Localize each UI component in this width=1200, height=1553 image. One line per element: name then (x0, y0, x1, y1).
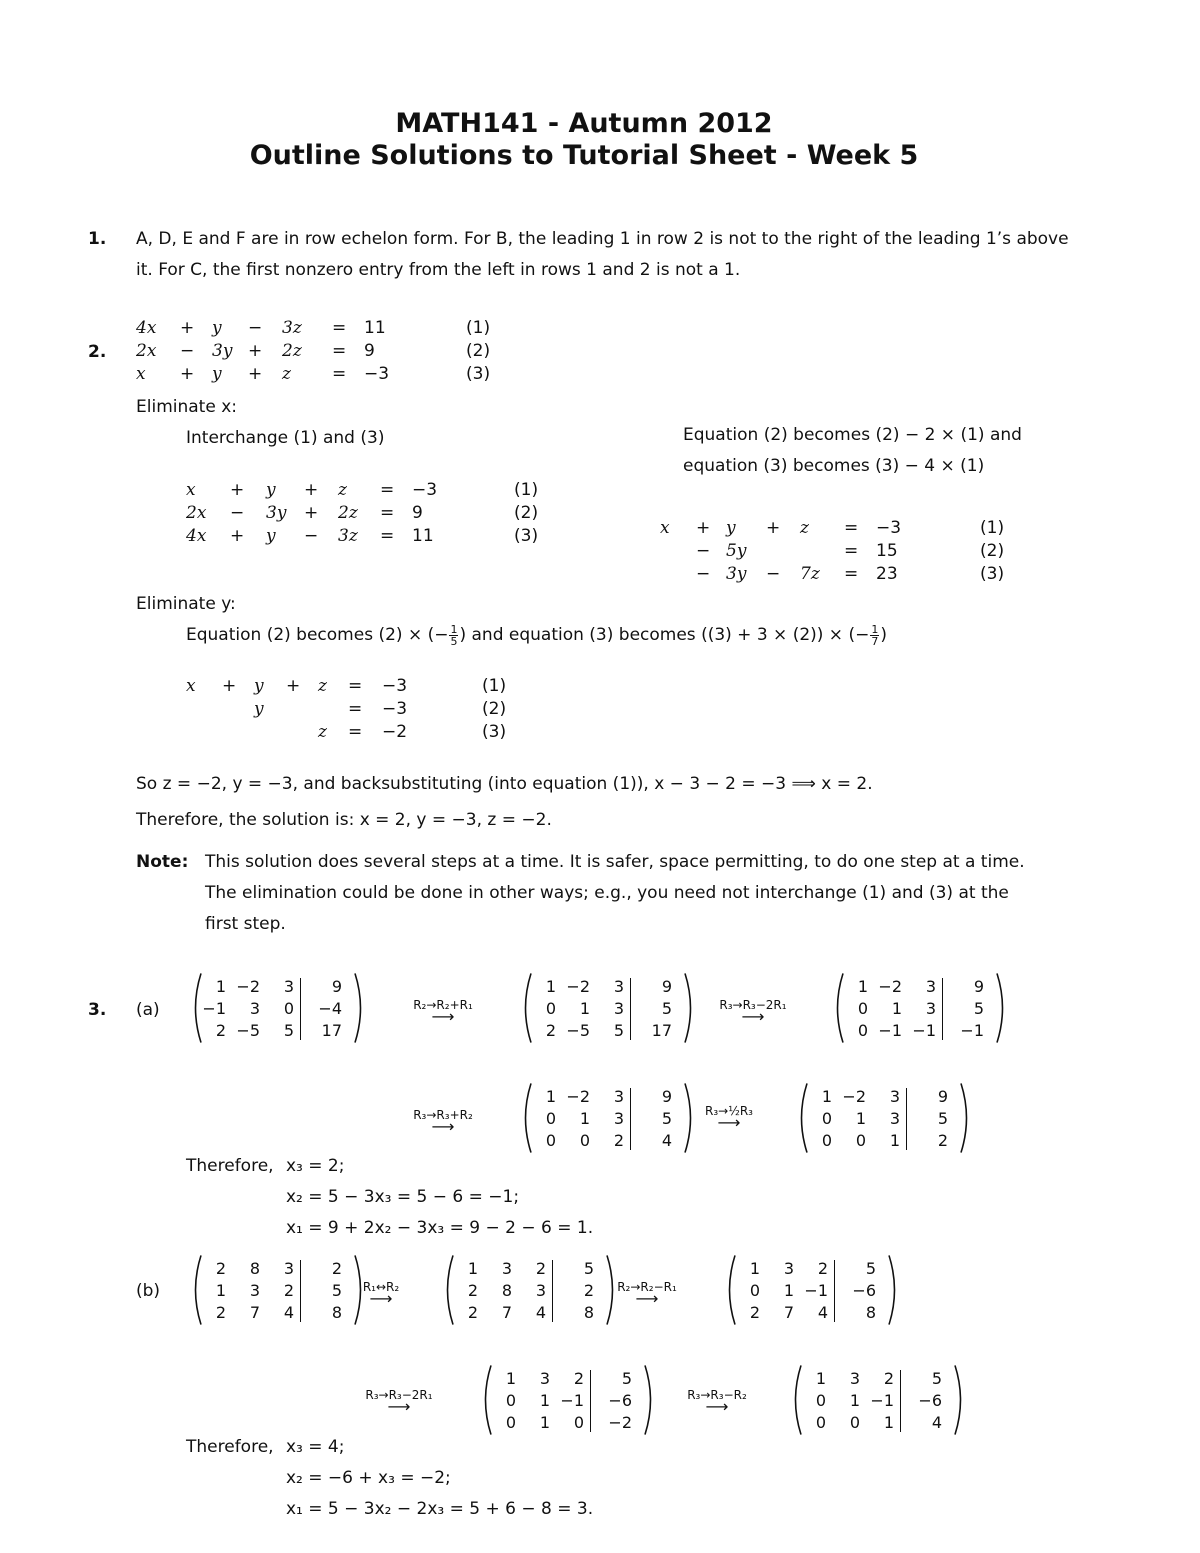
matrix-entry: 5 (661, 999, 672, 1018)
matrix-entry: 8 (249, 1259, 260, 1278)
right-arrow-icon: ⟶ (431, 1007, 455, 1026)
matrix-entry: 2 (817, 1259, 828, 1278)
matrix-entry: 1 (889, 1131, 900, 1150)
system-token: = (332, 364, 347, 384)
matrix-entry: 1 (883, 1413, 894, 1432)
matrix-entry: 1 (891, 999, 902, 1018)
matrix-entry: 9 (973, 977, 984, 996)
system-token: z (282, 364, 291, 384)
matrix-entry: 0 (545, 1131, 556, 1150)
matrix-entry: 0 (749, 1281, 760, 1300)
frac1-num: 1 (450, 622, 458, 636)
equation-tag: (2) (466, 341, 491, 361)
matrix-a-2 (830, 972, 1010, 1044)
matrix-entry: 3 (783, 1259, 794, 1278)
system-token: 2x (186, 503, 207, 523)
eq-y-part-3: ) (880, 625, 887, 645)
op-a-3 (674, 1104, 784, 1132)
system-token: 4x (136, 318, 157, 338)
system-token: = (332, 341, 347, 361)
matrix-entry: −1 (878, 1021, 902, 1040)
matrix-entry: −1 (870, 1391, 894, 1410)
matrix-entry: 2 (573, 1369, 584, 1388)
system-token: 5y (726, 541, 747, 561)
q3-number: 3. (88, 1000, 107, 1020)
system-token: 2z (338, 503, 358, 523)
matrix-a-1 (518, 972, 698, 1044)
system-token: 9 (412, 503, 423, 523)
system-token: + (248, 364, 263, 384)
eliminate-x-heading: Eliminate x: (136, 397, 237, 417)
matrix-entry: 5 (937, 1109, 948, 1128)
right-paren (642, 1364, 658, 1436)
note-line-2: The elimination could be done in other ways; e.g., you need not interchange (1) and (3) at the (205, 883, 1009, 903)
system-token: 11 (364, 318, 386, 338)
equation-tag: (1) (466, 318, 491, 338)
q1-line-1: A, D, E and F are in row echelon form. For B, the leading 1 in row 2 is not to the right of the leading 1’s above (136, 229, 1069, 249)
right-arrow-icon: ⟶ (369, 1289, 393, 1308)
right-paren (886, 1254, 902, 1326)
matrix-entry: −2 (236, 977, 260, 996)
eq-y-part-1: Equation (2) becomes (2) × (− (186, 625, 449, 645)
matrix-entry: 2 (545, 1021, 556, 1040)
system-token: + (230, 480, 245, 500)
matrix-entry: 0 (283, 999, 294, 1018)
matrix-entry: 3 (925, 977, 936, 996)
matrix-entry: 17 (321, 1021, 342, 1040)
system-token: −3 (382, 676, 408, 696)
system-token: 7z (800, 564, 820, 584)
matrix-entry: 0 (815, 1391, 826, 1410)
matrix-entry: 3 (249, 999, 260, 1018)
system-token: 9 (364, 341, 375, 361)
matrix-entry: 0 (857, 1021, 868, 1040)
right-paren (958, 1082, 974, 1154)
matrix-entry: 7 (783, 1303, 794, 1322)
augment-bar (552, 1260, 553, 1322)
matrix-entry: 1 (783, 1281, 794, 1300)
matrix-entry: −5 (566, 1021, 590, 1040)
system-token: x (186, 480, 196, 500)
becomes-line-2: equation (3) becomes (3) − 4 × (1) (683, 456, 985, 476)
system-token: + (696, 518, 711, 538)
system-token: y (212, 364, 222, 384)
matrix-entry: 5 (973, 999, 984, 1018)
matrix-entry: 0 (579, 1131, 590, 1150)
matrix-entry: 3 (283, 977, 294, 996)
matrix-entry: 9 (331, 977, 342, 996)
part-a-x2: x₂ = 5 − 3x₃ = 5 − 6 = −1; (286, 1187, 520, 1207)
system-token: y (726, 518, 736, 538)
system-token: + (286, 676, 301, 696)
system-token: −3 (412, 480, 438, 500)
system-token: − (230, 503, 245, 523)
system-token: = (844, 564, 859, 584)
system-token: y (266, 480, 276, 500)
matrix-entry: 0 (815, 1413, 826, 1432)
system-token: 3y (726, 564, 747, 584)
equation-tag: (3) (466, 364, 491, 384)
right-paren (952, 1364, 968, 1436)
matrix-entry: −2 (608, 1413, 632, 1432)
system-token: − (180, 341, 195, 361)
matrix-a-4 (794, 1082, 974, 1154)
matrix-entry: 3 (613, 977, 624, 996)
matrix-entry: 8 (583, 1303, 594, 1322)
op-b-3 (662, 1388, 772, 1416)
augment-bar (942, 978, 943, 1040)
right-arrow-icon: ⟶ (635, 1289, 659, 1308)
system-token: + (304, 480, 319, 500)
matrix-entry: 2 (215, 1303, 226, 1322)
matrix-entry: 2 (883, 1369, 894, 1388)
system-token: −2 (382, 722, 408, 742)
matrix-entry: −6 (608, 1391, 632, 1410)
matrix-entry: 8 (331, 1303, 342, 1322)
matrix-entry: 0 (821, 1131, 832, 1150)
system-token: = (380, 526, 395, 546)
matrix-entry: 0 (849, 1413, 860, 1432)
matrix-entry: 1 (855, 1109, 866, 1128)
row-operation-label: R₃→R₃+R₂ (413, 1108, 473, 1122)
matrix-entry: 2 (583, 1281, 594, 1300)
matrix-a-0 (188, 972, 368, 1044)
right-arrow-icon: ⟶ (741, 1007, 765, 1026)
title-line-1: MATH141 - Autumn 2012 (395, 108, 773, 139)
system-token: − (696, 564, 711, 584)
matrix-entry: 5 (583, 1259, 594, 1278)
matrix-entry: 7 (249, 1303, 260, 1322)
matrix-entry: 2 (937, 1131, 948, 1150)
matrix-entry: −2 (878, 977, 902, 996)
matrix-entry: 4 (661, 1131, 672, 1150)
row-operation-label: R₁↔R₂ (362, 1280, 400, 1294)
matrix-entry: 2 (215, 1259, 226, 1278)
system-token: −3 (364, 364, 390, 384)
q1-line-2: it. For C, the first nonzero entry from the left in rows 1 and 2 is not a 1. (136, 260, 741, 280)
matrix-entry: 1 (815, 1369, 826, 1388)
augment-bar (300, 1260, 301, 1322)
part-a-therefore: Therefore, (186, 1156, 274, 1176)
matrix-entry: 3 (613, 999, 624, 1018)
eliminate-y-heading: Eliminate y: (136, 594, 236, 614)
matrix-entry: 0 (545, 999, 556, 1018)
matrix-entry: −4 (318, 999, 342, 1018)
equation-tag: (3) (980, 564, 1005, 584)
augment-bar (590, 1370, 591, 1432)
matrix-b-2 (722, 1254, 902, 1326)
equation-tag: (2) (482, 699, 507, 719)
right-paren (682, 972, 698, 1044)
matrix-entry: 3 (535, 1281, 546, 1300)
augment-bar (630, 978, 631, 1040)
matrix-entry: 1 (849, 1391, 860, 1410)
equation-tag: (3) (514, 526, 539, 546)
system-token: = (844, 541, 859, 561)
equation-tag: (1) (980, 518, 1005, 538)
augment-bar (834, 1260, 835, 1322)
equation-tag: (3) (482, 722, 507, 742)
row-operation-label: R₃→R₃−2R₁ (719, 998, 787, 1012)
row-operation-label: R₃→½R₃ (705, 1104, 753, 1118)
matrix-entry: −1 (202, 999, 226, 1018)
matrix-entry: −2 (842, 1087, 866, 1106)
matrix-entry: 1 (579, 999, 590, 1018)
system-token: z (318, 676, 327, 696)
matrix-b-3 (478, 1364, 658, 1436)
matrix-entry: 2 (467, 1281, 478, 1300)
matrix-entry: −2 (566, 977, 590, 996)
row-operation-label: R₃→R₃−2R₁ (365, 1388, 433, 1402)
system-token: − (696, 541, 711, 561)
matrix-entry: 1 (539, 1413, 550, 1432)
matrix-entry: 8 (501, 1281, 512, 1300)
system-token: = (380, 503, 395, 523)
right-arrow-icon: ⟶ (717, 1113, 741, 1132)
note-label: Note: (136, 852, 189, 872)
matrix-entry: 0 (505, 1391, 516, 1410)
system-token: = (348, 722, 363, 742)
system-token: 15 (876, 541, 898, 561)
matrix-entry: 1 (539, 1391, 550, 1410)
augment-bar (300, 978, 301, 1040)
matrix-entry: 1 (215, 1281, 226, 1300)
system-token: + (222, 676, 237, 696)
system-token: x (136, 364, 146, 384)
matrix-entry: 0 (505, 1413, 516, 1432)
system-token: x (660, 518, 670, 538)
system-token: −3 (876, 518, 902, 538)
matrix-entry: 5 (661, 1109, 672, 1128)
matrix-entry: 0 (855, 1131, 866, 1150)
augment-bar (906, 1088, 907, 1150)
matrix-entry: 1 (579, 1109, 590, 1128)
system-token: 2z (282, 341, 302, 361)
part-a-x3: x₃ = 2; (286, 1156, 345, 1176)
matrix-entry: 3 (501, 1259, 512, 1278)
matrix-entry: −2 (566, 1087, 590, 1106)
system-token: y (254, 699, 264, 719)
fraction-one-fifth (449, 624, 458, 647)
equation-tag: (2) (514, 503, 539, 523)
matrix-entry: 3 (849, 1369, 860, 1388)
system-token: + (180, 364, 195, 384)
part-b-therefore: Therefore, (186, 1437, 274, 1457)
matrix-entry: 1 (215, 977, 226, 996)
matrix-entry: 17 (651, 1021, 672, 1040)
frac2-den: 7 (871, 634, 879, 648)
system-token: −3 (382, 699, 408, 719)
equation-tag: (1) (514, 480, 539, 500)
right-arrow-icon: ⟶ (387, 1397, 411, 1416)
system-token: = (348, 699, 363, 719)
matrix-entry: 5 (865, 1259, 876, 1278)
therefore-solution-line: Therefore, the solution is: x = 2, y = −3, z = −2. (136, 810, 552, 830)
interchange-text: Interchange (1) and (3) (186, 428, 385, 448)
row-operation-label: R₂→R₂+R₁ (413, 998, 473, 1012)
system-token: z (318, 722, 327, 742)
becomes-line-1: Equation (2) becomes (2) − 2 × (1) and (683, 425, 1022, 445)
matrix-entry: 8 (865, 1303, 876, 1322)
part-b-x3: x₃ = 4; (286, 1437, 345, 1457)
right-paren (352, 972, 368, 1044)
matrix-b-4 (788, 1364, 968, 1436)
matrix-entry: 7 (501, 1303, 512, 1322)
matrix-entry: 3 (283, 1259, 294, 1278)
op-a-2 (388, 1108, 498, 1136)
system-token: = (332, 318, 347, 338)
matrix-entry: 1 (749, 1259, 760, 1278)
matrix-entry: 2 (535, 1259, 546, 1278)
matrix-entry: −1 (960, 1021, 984, 1040)
system-token: + (180, 318, 195, 338)
row-operation-label: R₃→R₃−R₂ (687, 1388, 747, 1402)
matrix-entry: 3 (889, 1087, 900, 1106)
part-a-x1: x₁ = 9 + 2x₂ − 3x₃ = 9 − 2 − 6 = 1. (286, 1218, 594, 1238)
system-token: y (266, 526, 276, 546)
matrix-entry: 3 (613, 1087, 624, 1106)
matrix-entry: 1 (467, 1259, 478, 1278)
matrix-entry: 4 (817, 1303, 828, 1322)
op-a-0 (388, 998, 498, 1026)
op-b-0 (326, 1280, 436, 1308)
so-line: So z = −2, y = −3, and backsubstituting (into equation (1)), x − 3 − 2 = −3 ⟹ x = 2. (136, 774, 873, 794)
equation-tag: (2) (980, 541, 1005, 561)
system-token: y (254, 676, 264, 696)
title-line-2: Outline Solutions to Tutorial Sheet - Week 5 (249, 140, 919, 171)
system-token: − (248, 318, 263, 338)
matrix-entry: 9 (937, 1087, 948, 1106)
fraction-one-seventh (870, 624, 879, 647)
note-line-1: This solution does several steps at a time. It is safer, space permitting, to do one step at a time. (205, 852, 1025, 872)
part-a-label: (a) (136, 1000, 160, 1020)
frac1-den: 5 (450, 634, 458, 648)
matrix-entry: 2 (215, 1021, 226, 1040)
op-a-1 (698, 998, 808, 1026)
matrix-entry: 5 (283, 1021, 294, 1040)
matrix-entry: 4 (283, 1303, 294, 1322)
system-token: 3z (338, 526, 358, 546)
matrix-entry: 1 (505, 1369, 516, 1388)
matrix-entry: 3 (539, 1369, 550, 1388)
matrix-entry: 1 (821, 1087, 832, 1106)
frac2-num: 1 (871, 622, 879, 636)
system-token: + (766, 518, 781, 538)
matrix-entry: 2 (613, 1131, 624, 1150)
q1-number: 1. (88, 229, 107, 249)
right-arrow-icon: ⟶ (705, 1397, 729, 1416)
equation-tag: (1) (482, 676, 507, 696)
matrix-entry: 0 (821, 1109, 832, 1128)
matrix-entry: 3 (613, 1109, 624, 1128)
system-token: − (766, 564, 781, 584)
matrix-entry: 1 (545, 977, 556, 996)
matrix-entry: 2 (283, 1281, 294, 1300)
matrix-entry: 4 (535, 1303, 546, 1322)
matrix-entry: 5 (931, 1369, 942, 1388)
matrix-entry: 9 (661, 977, 672, 996)
matrix-entry: 2 (749, 1303, 760, 1322)
op-b-2 (344, 1388, 454, 1416)
matrix-entry: 5 (621, 1369, 632, 1388)
part-b-label: (b) (136, 1281, 161, 1301)
matrix-entry: 3 (889, 1109, 900, 1128)
right-paren (994, 972, 1010, 1044)
system-token: + (248, 341, 263, 361)
matrix-entry: 1 (545, 1087, 556, 1106)
matrix-entry: 3 (925, 999, 936, 1018)
note-line-3: first step. (205, 914, 286, 934)
matrix-entry: −1 (804, 1281, 828, 1300)
system-token: 3y (212, 341, 233, 361)
augment-bar (630, 1088, 631, 1150)
system-token: 3y (266, 503, 287, 523)
system-token: + (230, 526, 245, 546)
system-token: 23 (876, 564, 898, 584)
matrix-a-3 (518, 1082, 698, 1154)
matrix-entry: −6 (852, 1281, 876, 1300)
q2-number: 2. (88, 342, 107, 362)
matrix-entry: 3 (249, 1281, 260, 1300)
matrix-entry: 0 (545, 1109, 556, 1128)
system-token: 4x (186, 526, 207, 546)
system-token: z (800, 518, 809, 538)
matrix-entry: 2 (467, 1303, 478, 1322)
op-b-1 (592, 1280, 702, 1308)
matrix-entry: 5 (331, 1281, 342, 1300)
system-token: x (186, 676, 196, 696)
augment-bar (900, 1370, 901, 1432)
matrix-entry: 0 (857, 999, 868, 1018)
matrix-entry: 1 (857, 977, 868, 996)
system-token: z (338, 480, 347, 500)
system-token: = (380, 480, 395, 500)
part-b-x2: x₂ = −6 + x₃ = −2; (286, 1468, 451, 1488)
matrix-entry: −1 (912, 1021, 936, 1040)
system-token: = (844, 518, 859, 538)
matrix-entry: 2 (331, 1259, 342, 1278)
part-b-x1: x₁ = 5 − 3x₂ − 2x₃ = 5 + 6 − 8 = 3. (286, 1499, 594, 1519)
system-token: + (304, 503, 319, 523)
system-token: − (304, 526, 319, 546)
eq-y-part-2: ) and equation (3) becomes ((3) + 3 × (2)) × (− (459, 625, 870, 645)
matrix-entry: 0 (573, 1413, 584, 1432)
matrix-entry: −6 (918, 1391, 942, 1410)
system-token: = (348, 676, 363, 696)
system-token: 3z (282, 318, 302, 338)
matrix-entry: −5 (236, 1021, 260, 1040)
row-operation-label: R₂→R₂−R₁ (617, 1280, 677, 1294)
system-token: 11 (412, 526, 434, 546)
matrix-entry: 5 (613, 1021, 624, 1040)
right-arrow-icon: ⟶ (431, 1117, 455, 1136)
matrix-entry: 4 (931, 1413, 942, 1432)
matrix-entry: 9 (661, 1087, 672, 1106)
system-token: y (212, 318, 222, 338)
matrix-entry: −1 (560, 1391, 584, 1410)
eliminate-y-description (186, 622, 887, 648)
system-token: 2x (136, 341, 157, 361)
